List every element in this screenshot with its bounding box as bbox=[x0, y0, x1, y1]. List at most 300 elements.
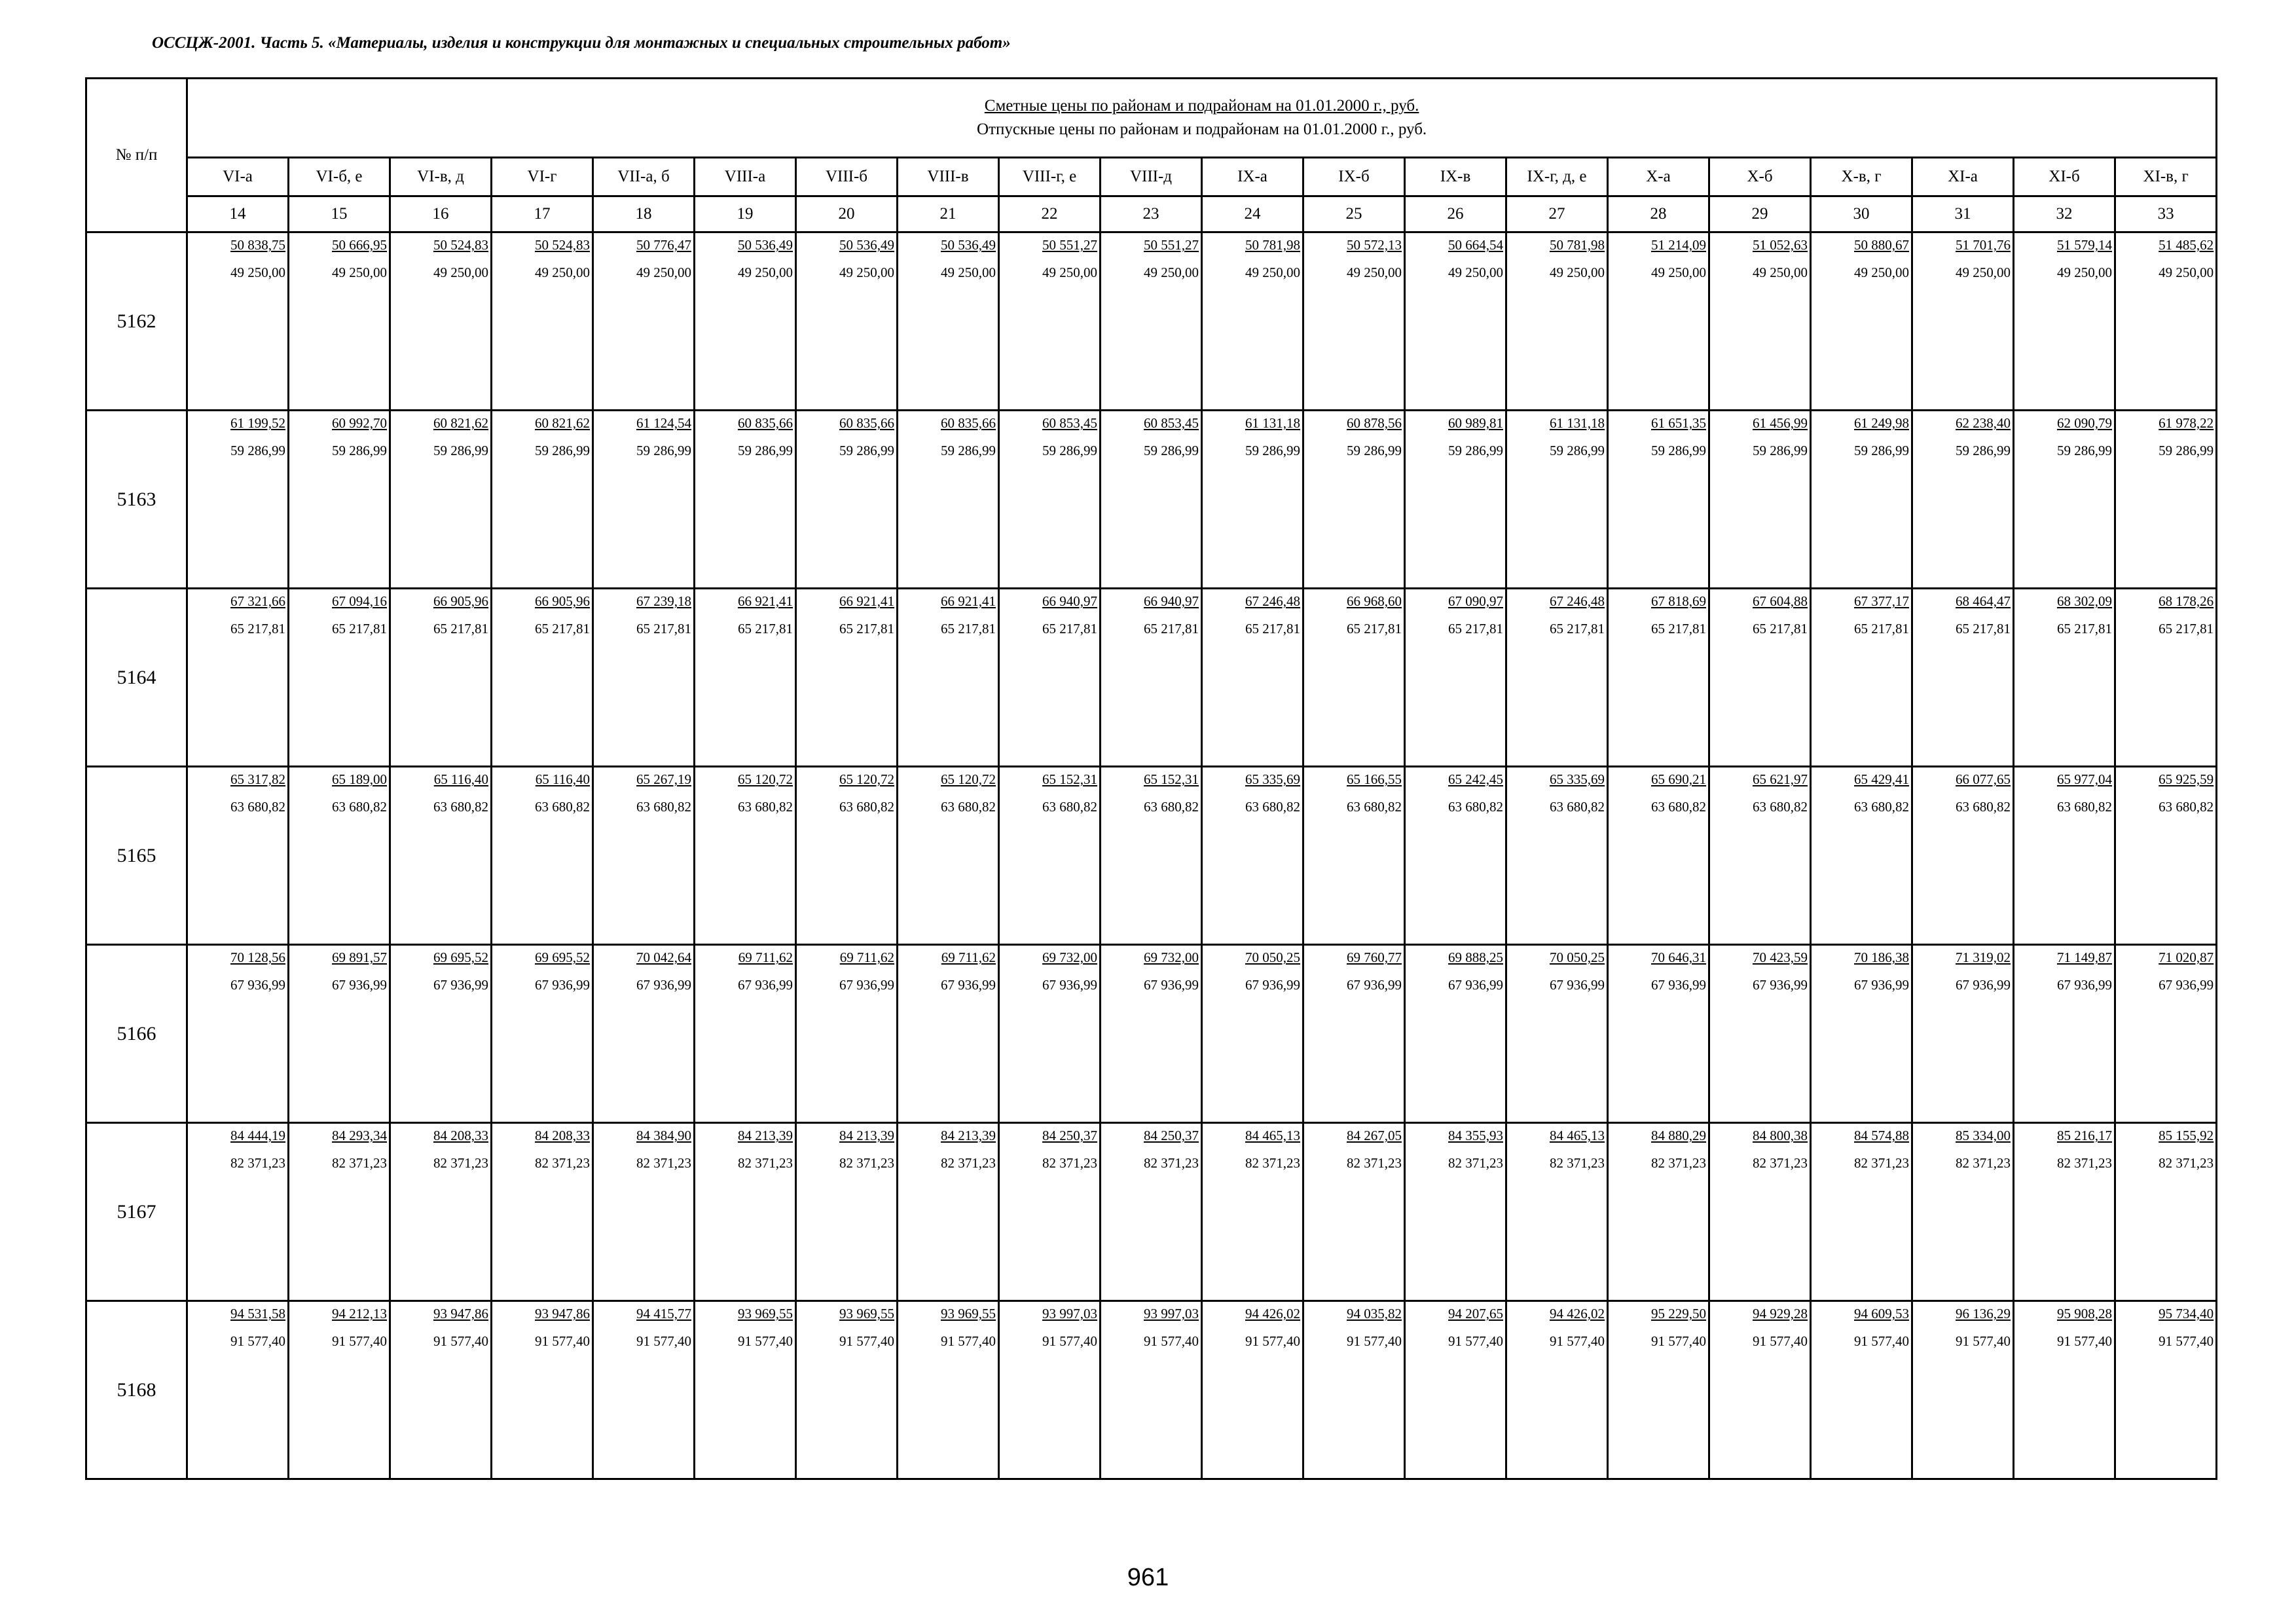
price-cell bbox=[2115, 767, 2217, 945]
estimate-price: 60 821,62 bbox=[535, 415, 590, 431]
release-price: 65 217,81 bbox=[1550, 621, 1605, 637]
price-cell bbox=[898, 1301, 999, 1479]
price-cell bbox=[999, 945, 1101, 1123]
price-cell bbox=[187, 589, 289, 767]
release-price: 63 680,82 bbox=[1753, 799, 1808, 815]
price-cell bbox=[1202, 232, 1303, 411]
release-price: 59 286,99 bbox=[1347, 443, 1402, 458]
price-cell bbox=[796, 232, 898, 411]
release-price: 82 371,23 bbox=[1550, 1155, 1605, 1171]
price-cell bbox=[492, 945, 593, 1123]
release-price: 49 250,00 bbox=[2057, 265, 2112, 280]
district-header-row bbox=[86, 158, 2217, 196]
release-price: 63 680,82 bbox=[2159, 799, 2214, 815]
price-cell bbox=[289, 589, 390, 767]
district-header: X-а bbox=[1608, 158, 1709, 196]
release-price: 49 250,00 bbox=[1448, 265, 1503, 280]
price-cell bbox=[593, 945, 695, 1123]
release-price: 82 371,23 bbox=[1144, 1155, 1199, 1171]
price-cell bbox=[492, 1301, 593, 1479]
release-price: 82 371,23 bbox=[535, 1155, 590, 1171]
estimate-price: 93 969,55 bbox=[839, 1306, 894, 1321]
release-price: 65 217,81 bbox=[535, 621, 590, 637]
price-cell bbox=[593, 411, 695, 589]
estimate-price: 69 760,77 bbox=[1347, 950, 1402, 965]
district-header: X-б bbox=[1709, 158, 1811, 196]
estimate-price: 61 978,22 bbox=[2159, 415, 2214, 431]
release-price: 82 371,23 bbox=[1245, 1155, 1300, 1171]
price-cell bbox=[695, 1301, 796, 1479]
estimate-price: 65 116,40 bbox=[433, 771, 488, 787]
release-price: 67 936,99 bbox=[1651, 977, 1706, 993]
estimate-price: 50 536,49 bbox=[738, 237, 793, 253]
price-cell bbox=[187, 1301, 289, 1479]
table-row bbox=[86, 1123, 2217, 1301]
release-price: 91 577,40 bbox=[1753, 1333, 1808, 1349]
release-price: 67 936,99 bbox=[230, 977, 285, 993]
estimate-price: 70 186,38 bbox=[1854, 950, 1909, 965]
estimate-price: 60 853,45 bbox=[1144, 415, 1199, 431]
estimate-price: 66 905,96 bbox=[535, 593, 590, 609]
price-cell bbox=[1811, 232, 1912, 411]
release-price: 49 250,00 bbox=[332, 265, 387, 280]
release-price: 65 217,81 bbox=[738, 621, 793, 637]
release-price: 82 371,23 bbox=[2159, 1155, 2214, 1171]
district-header: VIII-г, е bbox=[999, 158, 1101, 196]
price-cell bbox=[898, 232, 999, 411]
estimate-price: 84 574,88 bbox=[1854, 1128, 1909, 1143]
release-price: 65 217,81 bbox=[1144, 621, 1199, 637]
estimate-price: 69 888,25 bbox=[1448, 950, 1503, 965]
estimate-price: 84 208,33 bbox=[535, 1128, 590, 1143]
release-price: 63 680,82 bbox=[1042, 799, 1097, 815]
release-price: 59 286,99 bbox=[332, 443, 387, 458]
release-price: 82 371,23 bbox=[1651, 1155, 1706, 1171]
price-cell bbox=[1101, 945, 1202, 1123]
estimate-price: 61 199,52 bbox=[230, 415, 285, 431]
release-price: 82 371,23 bbox=[839, 1155, 894, 1171]
column-number: 18 bbox=[593, 196, 695, 232]
price-table bbox=[85, 77, 2217, 1480]
estimate-price: 65 690,21 bbox=[1651, 771, 1706, 787]
estimate-price: 60 878,56 bbox=[1347, 415, 1402, 431]
release-price: 59 286,99 bbox=[1448, 443, 1503, 458]
estimate-price: 50 572,13 bbox=[1347, 237, 1402, 253]
estimate-price: 65 189,00 bbox=[332, 771, 387, 787]
price-cell bbox=[1811, 945, 1912, 1123]
estimate-price: 66 940,97 bbox=[1042, 593, 1097, 609]
page-number: 961 bbox=[1127, 1564, 1169, 1591]
price-cell bbox=[492, 767, 593, 945]
release-price: 59 286,99 bbox=[839, 443, 894, 458]
estimate-price: 69 695,52 bbox=[433, 950, 488, 965]
estimate-price: 61 249,98 bbox=[1854, 415, 1909, 431]
estimate-price: 66 077,65 bbox=[1956, 771, 2011, 787]
price-cell bbox=[492, 232, 593, 411]
district-header: XI-а bbox=[1912, 158, 2014, 196]
estimate-price: 65 335,69 bbox=[1550, 771, 1605, 787]
estimate-price: 94 426,02 bbox=[1245, 1306, 1300, 1321]
release-price: 59 286,99 bbox=[1651, 443, 1706, 458]
price-cell bbox=[593, 589, 695, 767]
column-number: 25 bbox=[1303, 196, 1405, 232]
district-header: VIII-в bbox=[898, 158, 999, 196]
release-price: 63 680,82 bbox=[1245, 799, 1300, 815]
district-header: IX-а bbox=[1202, 158, 1303, 196]
estimate-price: 93 969,55 bbox=[738, 1306, 793, 1321]
price-cell bbox=[1202, 1123, 1303, 1301]
price-cell bbox=[1709, 767, 1811, 945]
release-price: 59 286,99 bbox=[1854, 443, 1909, 458]
release-price: 49 250,00 bbox=[1956, 265, 2011, 280]
estimate-price: 67 090,97 bbox=[1448, 593, 1503, 609]
estimate-price: 69 711,62 bbox=[941, 950, 996, 965]
estimate-price: 65 242,45 bbox=[1448, 771, 1503, 787]
release-price: 59 286,99 bbox=[1144, 443, 1199, 458]
release-prices-title: Отпускные цены по районам и подрайонам на 01.01.2000 г., руб. bbox=[977, 120, 1427, 138]
price-cell bbox=[2115, 1301, 2217, 1479]
column-number: 32 bbox=[2014, 196, 2115, 232]
release-price: 49 250,00 bbox=[1347, 265, 1402, 280]
row-number-header: № п/п bbox=[86, 79, 187, 232]
estimate-price: 70 423,59 bbox=[1753, 950, 1808, 965]
release-price: 67 936,99 bbox=[636, 977, 691, 993]
table-row bbox=[86, 411, 2217, 589]
release-price: 82 371,23 bbox=[738, 1155, 793, 1171]
release-price: 63 680,82 bbox=[1651, 799, 1706, 815]
release-price: 82 371,23 bbox=[1956, 1155, 2011, 1171]
release-price: 82 371,23 bbox=[941, 1155, 996, 1171]
estimate-price: 67 094,16 bbox=[332, 593, 387, 609]
price-cell bbox=[2115, 1123, 2217, 1301]
estimate-price: 60 835,66 bbox=[941, 415, 996, 431]
price-cell bbox=[1811, 589, 1912, 767]
table-row bbox=[86, 1301, 2217, 1479]
district-header: X-в, г bbox=[1811, 158, 1912, 196]
release-price: 82 371,23 bbox=[332, 1155, 387, 1171]
column-number: 29 bbox=[1709, 196, 1811, 232]
price-cell bbox=[1912, 411, 2014, 589]
release-price: 63 680,82 bbox=[1347, 799, 1402, 815]
release-price: 91 577,40 bbox=[1245, 1333, 1300, 1349]
table-title-row bbox=[86, 79, 2217, 158]
release-price: 65 217,81 bbox=[2159, 621, 2214, 637]
price-cell bbox=[1912, 945, 2014, 1123]
release-price: 49 250,00 bbox=[2159, 265, 2214, 280]
price-cell bbox=[999, 411, 1101, 589]
price-cell bbox=[898, 411, 999, 589]
price-cell bbox=[593, 232, 695, 411]
release-price: 59 286,99 bbox=[535, 443, 590, 458]
release-price: 63 680,82 bbox=[1448, 799, 1503, 815]
estimate-price: 60 989,81 bbox=[1448, 415, 1503, 431]
estimate-price: 84 267,05 bbox=[1347, 1128, 1402, 1143]
estimate-price: 95 734,40 bbox=[2159, 1306, 2214, 1321]
release-price: 67 936,99 bbox=[839, 977, 894, 993]
price-cell bbox=[1303, 411, 1405, 589]
estimate-price: 70 042,64 bbox=[636, 950, 691, 965]
price-cell bbox=[1101, 1123, 1202, 1301]
price-cell bbox=[187, 411, 289, 589]
release-price: 67 936,99 bbox=[2159, 977, 2214, 993]
estimate-price: 65 429,41 bbox=[1854, 771, 1909, 787]
estimate-price: 65 152,31 bbox=[1144, 771, 1199, 787]
estimate-price: 94 207,65 bbox=[1448, 1306, 1503, 1321]
price-cell bbox=[695, 589, 796, 767]
price-cell bbox=[1405, 1123, 1506, 1301]
price-cell bbox=[2115, 411, 2217, 589]
district-header: IX-б bbox=[1303, 158, 1405, 196]
release-price: 91 577,40 bbox=[941, 1333, 996, 1349]
price-cell bbox=[999, 1301, 1101, 1479]
release-price: 65 217,81 bbox=[636, 621, 691, 637]
estimate-price: 66 905,96 bbox=[433, 593, 488, 609]
district-header: XI-в, г bbox=[2115, 158, 2217, 196]
price-cell bbox=[1101, 589, 1202, 767]
estimate-price: 84 250,37 bbox=[1042, 1128, 1097, 1143]
price-cell bbox=[796, 411, 898, 589]
price-cell bbox=[2115, 589, 2217, 767]
release-price: 63 680,82 bbox=[1854, 799, 1909, 815]
price-cell bbox=[1912, 589, 2014, 767]
column-number: 27 bbox=[1506, 196, 1608, 232]
price-cell bbox=[1506, 1123, 1608, 1301]
price-cell bbox=[695, 945, 796, 1123]
price-cell bbox=[1811, 1301, 1912, 1479]
release-price: 82 371,23 bbox=[1042, 1155, 1097, 1171]
release-price: 59 286,99 bbox=[636, 443, 691, 458]
estimate-price: 61 131,18 bbox=[1550, 415, 1605, 431]
estimate-price: 66 940,97 bbox=[1144, 593, 1199, 609]
estimate-price: 65 120,72 bbox=[839, 771, 894, 787]
estimate-price: 68 464,47 bbox=[1956, 593, 2011, 609]
estimate-price: 51 701,76 bbox=[1956, 237, 2011, 253]
price-cell bbox=[390, 589, 492, 767]
estimate-price: 71 149,87 bbox=[2057, 950, 2112, 965]
price-cell bbox=[2014, 589, 2115, 767]
estimate-price: 67 246,48 bbox=[1550, 593, 1605, 609]
column-number: 33 bbox=[2115, 196, 2217, 232]
price-cell bbox=[390, 1301, 492, 1479]
price-cell bbox=[1811, 767, 1912, 945]
price-cell bbox=[695, 411, 796, 589]
price-cell bbox=[1101, 1301, 1202, 1479]
table-row bbox=[86, 767, 2217, 945]
estimate-price: 71 319,02 bbox=[1956, 950, 2011, 965]
estimate-price: 67 604,88 bbox=[1753, 593, 1808, 609]
district-header: VIII-б bbox=[796, 158, 898, 196]
price-cell bbox=[898, 1123, 999, 1301]
price-cell bbox=[898, 767, 999, 945]
release-price: 59 286,99 bbox=[1550, 443, 1605, 458]
release-price: 49 250,00 bbox=[839, 265, 894, 280]
price-cell bbox=[1709, 411, 1811, 589]
row-number: 5165 bbox=[86, 767, 187, 945]
release-price: 82 371,23 bbox=[2057, 1155, 2112, 1171]
estimate-price: 62 090,79 bbox=[2057, 415, 2112, 431]
price-cell bbox=[2115, 945, 2217, 1123]
release-price: 49 250,00 bbox=[230, 265, 285, 280]
release-price: 91 577,40 bbox=[2057, 1333, 2112, 1349]
release-price: 59 286,99 bbox=[1753, 443, 1808, 458]
release-price: 49 250,00 bbox=[1753, 265, 1808, 280]
price-cell bbox=[1405, 767, 1506, 945]
release-price: 49 250,00 bbox=[1550, 265, 1605, 280]
release-price: 59 286,99 bbox=[1956, 443, 2011, 458]
release-price: 67 936,99 bbox=[1042, 977, 1097, 993]
price-cell bbox=[289, 1301, 390, 1479]
estimate-price: 84 213,39 bbox=[839, 1128, 894, 1143]
row-number: 5163 bbox=[86, 411, 187, 589]
release-price: 91 577,40 bbox=[1347, 1333, 1402, 1349]
release-price: 65 217,81 bbox=[1854, 621, 1909, 637]
estimate-price: 70 050,25 bbox=[1245, 950, 1300, 965]
estimate-price: 84 465,13 bbox=[1550, 1128, 1605, 1143]
estimate-price: 67 818,69 bbox=[1651, 593, 1706, 609]
price-cell bbox=[187, 767, 289, 945]
price-cell bbox=[1101, 232, 1202, 411]
release-price: 49 250,00 bbox=[1651, 265, 1706, 280]
estimate-price: 84 465,13 bbox=[1245, 1128, 1300, 1143]
estimate-price: 84 800,38 bbox=[1753, 1128, 1808, 1143]
release-price: 65 217,81 bbox=[1448, 621, 1503, 637]
estimate-price: 95 229,50 bbox=[1651, 1306, 1706, 1321]
estimate-price: 94 035,82 bbox=[1347, 1306, 1402, 1321]
estimate-price: 51 485,62 bbox=[2159, 237, 2214, 253]
estimate-price: 50 666,95 bbox=[332, 237, 387, 253]
release-price: 49 250,00 bbox=[1144, 265, 1199, 280]
column-number: 24 bbox=[1202, 196, 1303, 232]
release-price: 59 286,99 bbox=[1245, 443, 1300, 458]
column-number: 23 bbox=[1101, 196, 1202, 232]
price-cell bbox=[1811, 1123, 1912, 1301]
estimate-price: 50 524,83 bbox=[433, 237, 488, 253]
estimate-price: 69 732,00 bbox=[1144, 950, 1199, 965]
price-cell bbox=[2014, 1301, 2115, 1479]
estimate-price: 50 524,83 bbox=[535, 237, 590, 253]
release-price: 65 217,81 bbox=[1753, 621, 1808, 637]
release-price: 82 371,23 bbox=[230, 1155, 285, 1171]
release-price: 59 286,99 bbox=[738, 443, 793, 458]
column-number: 20 bbox=[796, 196, 898, 232]
release-price: 91 577,40 bbox=[1651, 1333, 1706, 1349]
price-cell bbox=[1608, 1301, 1709, 1479]
district-header: VI-а bbox=[187, 158, 289, 196]
release-price: 59 286,99 bbox=[2057, 443, 2112, 458]
estimate-prices-title: Сметные цены по районам и подрайонам на 01.01.2000 г., руб. bbox=[984, 97, 1419, 115]
price-cell bbox=[593, 1301, 695, 1479]
estimate-price: 62 238,40 bbox=[1956, 415, 2011, 431]
release-price: 65 217,81 bbox=[941, 621, 996, 637]
price-cell bbox=[1303, 767, 1405, 945]
price-cell bbox=[1405, 232, 1506, 411]
price-cell bbox=[1608, 945, 1709, 1123]
price-cell bbox=[289, 945, 390, 1123]
column-number: 28 bbox=[1608, 196, 1709, 232]
price-cell bbox=[1709, 1123, 1811, 1301]
price-cell bbox=[1303, 1123, 1405, 1301]
release-price: 82 371,23 bbox=[433, 1155, 488, 1171]
release-price: 67 936,99 bbox=[535, 977, 590, 993]
estimate-price: 94 415,77 bbox=[636, 1306, 691, 1321]
estimate-price: 70 646,31 bbox=[1651, 950, 1706, 965]
estimate-price: 94 609,53 bbox=[1854, 1306, 1909, 1321]
district-header: VIII-а bbox=[695, 158, 796, 196]
price-cell bbox=[1506, 767, 1608, 945]
price-cell bbox=[898, 945, 999, 1123]
price-cell bbox=[1912, 767, 2014, 945]
price-cell bbox=[999, 589, 1101, 767]
price-cell bbox=[1709, 232, 1811, 411]
release-price: 65 217,81 bbox=[1956, 621, 2011, 637]
price-cell bbox=[187, 945, 289, 1123]
release-price: 67 936,99 bbox=[332, 977, 387, 993]
price-cell bbox=[796, 1123, 898, 1301]
price-cell bbox=[1506, 945, 1608, 1123]
estimate-price: 93 947,86 bbox=[433, 1306, 488, 1321]
price-cell bbox=[390, 945, 492, 1123]
release-price: 59 286,99 bbox=[941, 443, 996, 458]
release-price: 91 577,40 bbox=[839, 1333, 894, 1349]
price-cell bbox=[796, 945, 898, 1123]
estimate-price: 84 384,90 bbox=[636, 1128, 691, 1143]
release-price: 65 217,81 bbox=[1651, 621, 1706, 637]
release-price: 63 680,82 bbox=[1550, 799, 1605, 815]
release-price: 63 680,82 bbox=[839, 799, 894, 815]
price-cell bbox=[1202, 411, 1303, 589]
estimate-price: 61 131,18 bbox=[1245, 415, 1300, 431]
estimate-price: 94 426,02 bbox=[1550, 1306, 1605, 1321]
price-cell bbox=[1202, 767, 1303, 945]
estimate-price: 69 695,52 bbox=[535, 950, 590, 965]
price-cell bbox=[1608, 411, 1709, 589]
estimate-price: 67 377,17 bbox=[1854, 593, 1909, 609]
district-header: VI-в, д bbox=[390, 158, 492, 196]
estimate-price: 69 711,62 bbox=[738, 950, 793, 965]
release-price: 91 577,40 bbox=[433, 1333, 488, 1349]
release-price: 67 936,99 bbox=[738, 977, 793, 993]
price-cell bbox=[1101, 411, 1202, 589]
release-price: 63 680,82 bbox=[1144, 799, 1199, 815]
row-number: 5168 bbox=[86, 1301, 187, 1479]
price-cell bbox=[796, 1301, 898, 1479]
release-price: 91 577,40 bbox=[1144, 1333, 1199, 1349]
estimate-price: 84 444,19 bbox=[230, 1128, 285, 1143]
column-number: 15 bbox=[289, 196, 390, 232]
release-price: 49 250,00 bbox=[636, 265, 691, 280]
estimate-price: 70 050,25 bbox=[1550, 950, 1605, 965]
release-price: 82 371,23 bbox=[1753, 1155, 1808, 1171]
estimate-price: 66 921,41 bbox=[839, 593, 894, 609]
estimate-price: 60 835,66 bbox=[738, 415, 793, 431]
price-cell bbox=[390, 767, 492, 945]
estimate-price: 51 214,09 bbox=[1651, 237, 1706, 253]
column-number: 17 bbox=[492, 196, 593, 232]
release-price: 65 217,81 bbox=[332, 621, 387, 637]
estimate-price: 65 317,82 bbox=[230, 771, 285, 787]
price-cell bbox=[289, 767, 390, 945]
district-header: VIII-д bbox=[1101, 158, 1202, 196]
estimate-price: 50 551,27 bbox=[1144, 237, 1199, 253]
estimate-price: 50 776,47 bbox=[636, 237, 691, 253]
price-cell bbox=[1811, 411, 1912, 589]
release-price: 49 250,00 bbox=[941, 265, 996, 280]
release-price: 82 371,23 bbox=[1347, 1155, 1402, 1171]
release-price: 59 286,99 bbox=[2159, 443, 2214, 458]
price-cell bbox=[1202, 945, 1303, 1123]
table-row bbox=[86, 589, 2217, 767]
release-price: 91 577,40 bbox=[738, 1333, 793, 1349]
